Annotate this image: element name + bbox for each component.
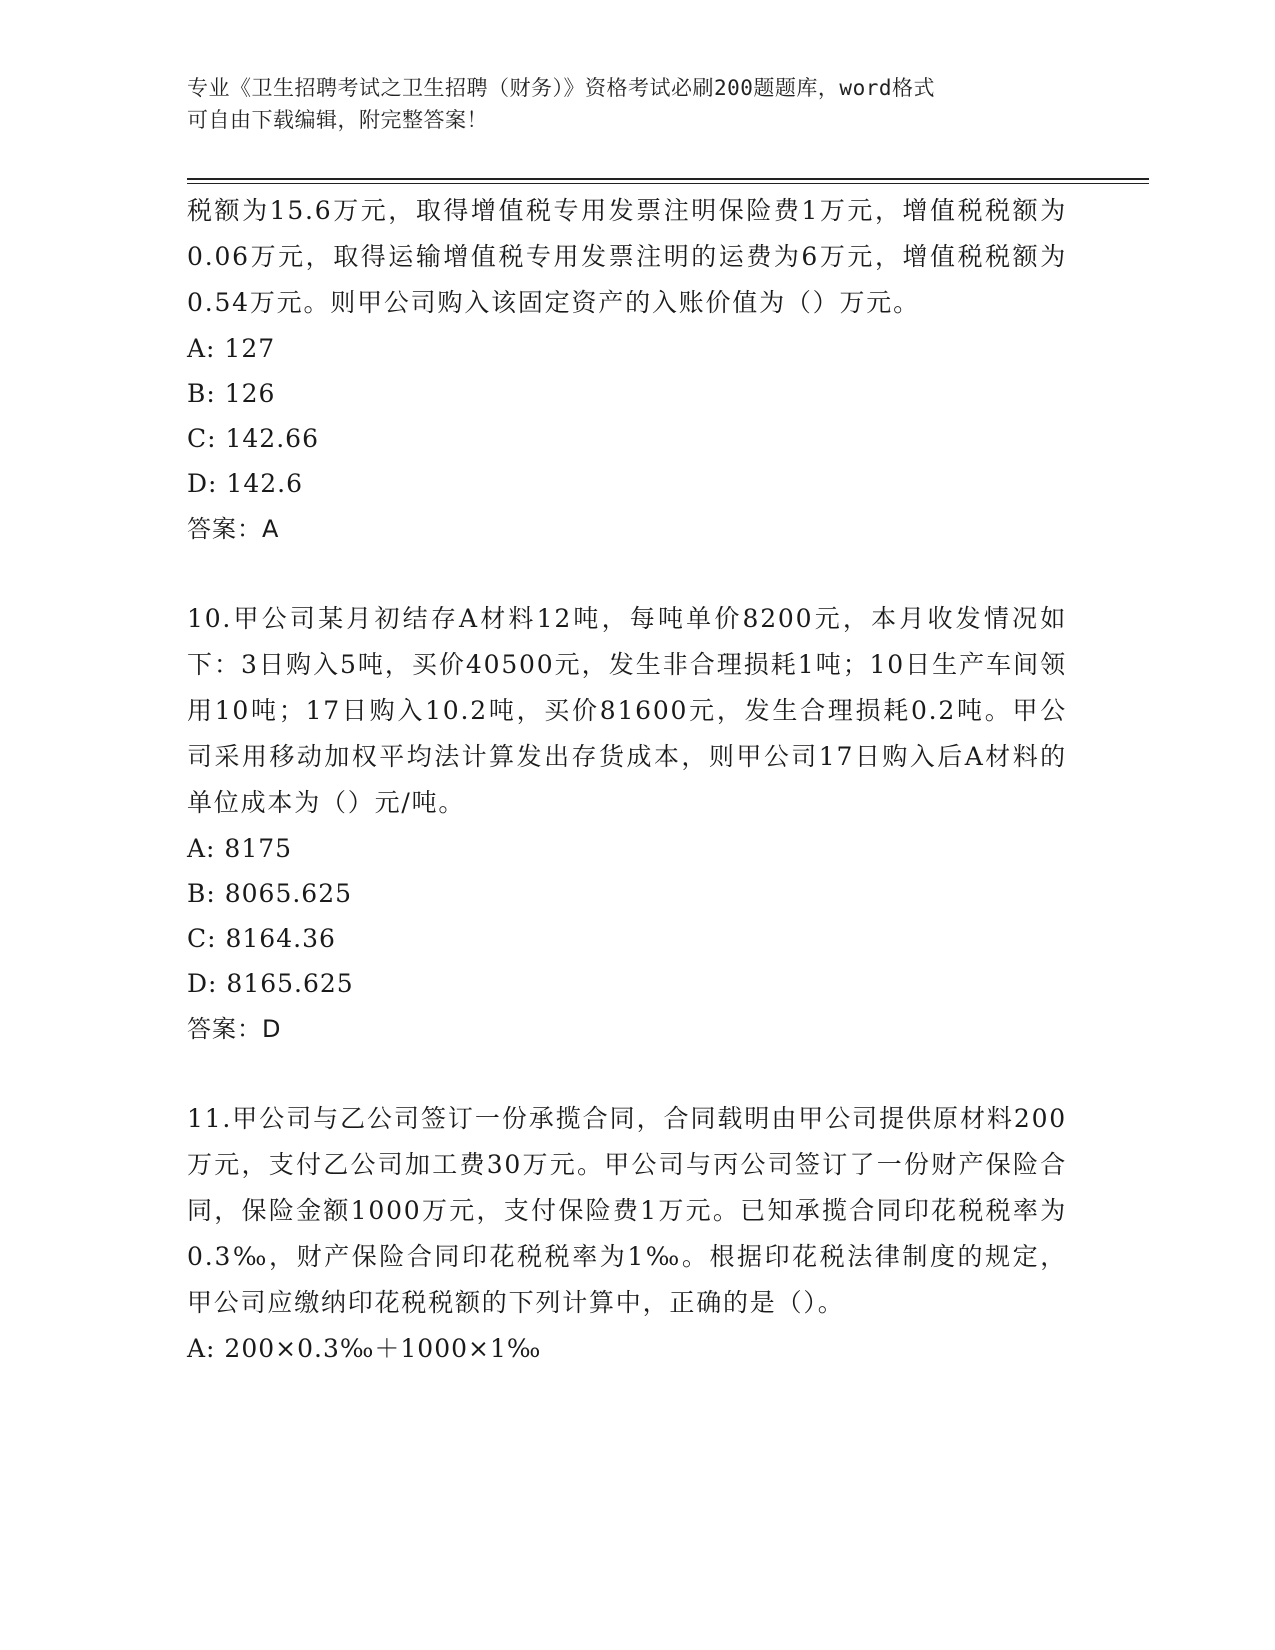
question-text: 税额为15.6万元，取得增值税专用发票注明保险费1万元，增值税税额为0.06万元，取得运输增值税专用发票注明的运费为6万元，增值税税额为0.54万元。则甲公司购入该固定资产的入账价值为（）万元。 (187, 196, 1067, 317)
option-a: A: 8175 (187, 834, 293, 863)
option-d: D: 8165.625 (187, 969, 354, 998)
question-spacer (187, 1052, 1067, 1096)
page-header (187, 72, 1067, 136)
header-title-line-2: 可自由下载编辑，附完整答案！ (187, 108, 488, 132)
question-spacer (187, 552, 1067, 596)
question-list (187, 188, 1067, 1371)
header-divider-thick (187, 178, 1149, 180)
question-text: 11.甲公司与乙公司签订一份承揽合同，合同载明由甲公司提供原材料200万元，支付乙公司加工费30万元。甲公司与丙公司签订了一份财产保险合同，保险金额1000万元，支付保险费1万元。已知承揽合同印花税税率为0.3‰，财产保险合同印花税税率为1‰。根据印花税法律制度的规定，甲公司应缴纳印花税税额的下列计算中，正确的是（）。 (187, 1104, 1067, 1317)
option-a: A: 127 (187, 334, 276, 363)
answer-line: 答案：D (187, 1015, 282, 1043)
option-a: A: 200×0.3‰＋1000×1‰ (187, 1334, 542, 1363)
option-d: D: 142.6 (187, 469, 303, 498)
question-text: 10.甲公司某月初结存A材料12吨，每吨单价8200元，本月收发情况如下：3日购入5吨，买价40500元，发生非合理损耗1吨；10日生产车间领用10吨；17日购入10.2吨，买价81600元，发生合理损耗0.2吨。甲公司采用移动加权平均法计算发出存货成本，则甲公司17日购入后A材料的单位成本为（）元/吨。 (187, 604, 1067, 817)
option-b: B: 8065.625 (187, 879, 353, 908)
question-block (187, 596, 1067, 1052)
question-block (187, 188, 1067, 552)
option-b: B: 126 (187, 379, 276, 408)
option-c: C: 8164.36 (187, 924, 336, 953)
header-divider-thin (187, 183, 1149, 184)
header-title-line-1: 专业《卫生招聘考试之卫生招聘（财务）》资格考试必刷200题题库，word格式 (187, 76, 935, 100)
question-block (187, 1096, 1067, 1371)
option-c: C: 142.66 (187, 424, 319, 453)
answer-line: 答案：A (187, 515, 280, 543)
